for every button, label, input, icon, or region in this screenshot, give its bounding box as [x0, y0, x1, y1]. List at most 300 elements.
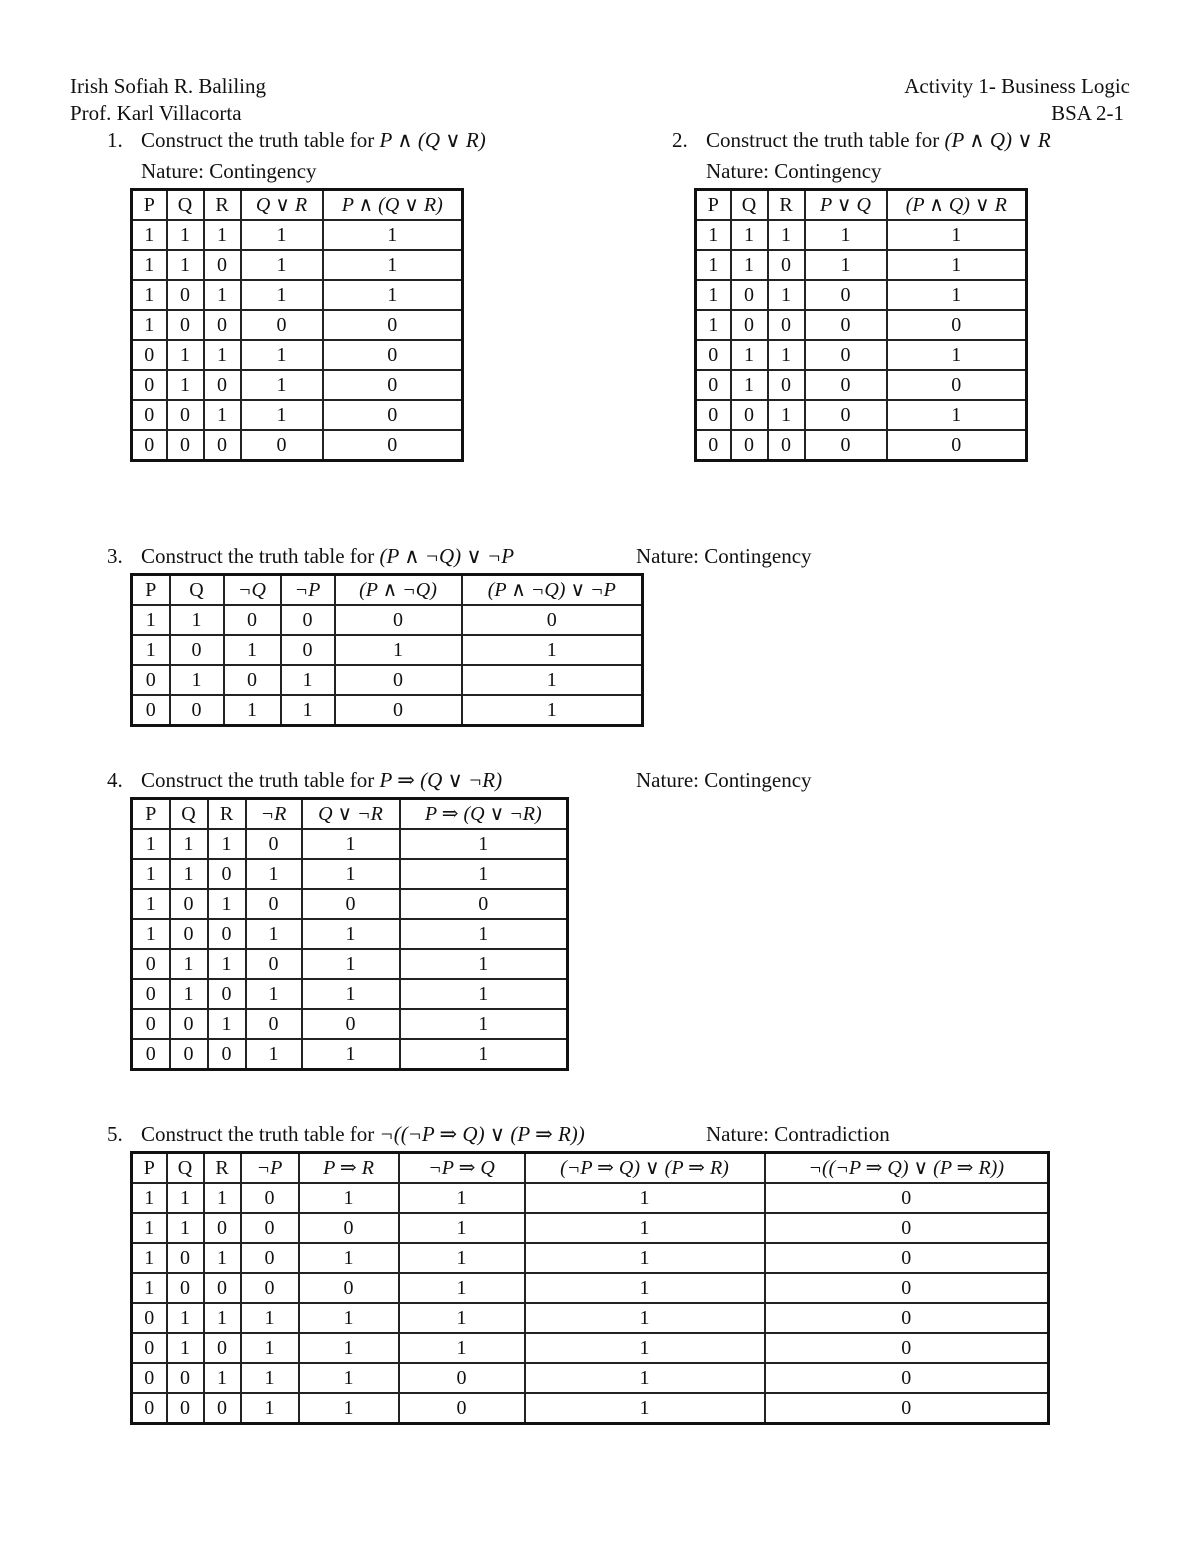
table-cell: 0 — [167, 1273, 204, 1303]
table-cell: 0 — [132, 695, 170, 726]
table-cell: 1 — [167, 250, 204, 280]
truth-table-4 — [130, 797, 569, 1071]
table-row — [696, 400, 1027, 430]
column-header: ¬((¬P ⇒ Q) ∨ (P ⇒ R)) — [765, 1153, 1049, 1184]
table-cell: 0 — [323, 430, 463, 461]
table-cell: 0 — [241, 430, 323, 461]
table-cell: 1 — [525, 1333, 765, 1363]
table-cell: 1 — [302, 979, 400, 1009]
problem-2-heading — [706, 127, 1051, 153]
table-cell: 0 — [132, 665, 170, 695]
problem-5-formula: ¬((¬P ⇒ Q) ∨ (P ⇒ R)) — [379, 1122, 585, 1146]
column-header: Q ∨ ¬R — [302, 799, 400, 830]
table-cell: 0 — [805, 340, 887, 370]
column-header: P — [132, 575, 170, 606]
table-cell: 0 — [167, 1243, 204, 1273]
problem-2-formula: (P ∧ Q) ∨ R — [944, 128, 1051, 152]
table-cell: 1 — [132, 859, 170, 889]
problem-4-number: 4. — [107, 768, 123, 792]
table-cell: 1 — [731, 220, 768, 250]
table-cell: 0 — [208, 919, 246, 949]
table-cell: 0 — [132, 979, 170, 1009]
table-cell: 1 — [167, 1183, 204, 1213]
table-cell: 0 — [132, 949, 170, 979]
table-row — [696, 370, 1027, 400]
problem-5-heading — [141, 1121, 585, 1147]
table-cell: 1 — [768, 220, 805, 250]
table-cell: 0 — [167, 1363, 204, 1393]
table-cell: 1 — [246, 979, 302, 1009]
table-row — [132, 695, 643, 726]
table-cell: 1 — [246, 919, 302, 949]
table-row — [696, 220, 1027, 250]
table-cell: 1 — [525, 1243, 765, 1273]
table-cell: 1 — [399, 1213, 525, 1243]
table-cell: 1 — [170, 829, 208, 859]
section-label: BSA 2-1 — [1051, 101, 1124, 125]
problem-2-number: 2. — [672, 128, 688, 152]
table-cell: 1 — [805, 220, 887, 250]
table-cell: 1 — [302, 949, 400, 979]
table-cell: 1 — [204, 340, 241, 370]
problem-1-formula: P ∧ (Q ∨ R) — [379, 128, 486, 152]
table-cell: 0 — [170, 1039, 208, 1070]
table-cell: 0 — [246, 1009, 302, 1039]
table-cell: 1 — [246, 1039, 302, 1070]
table-cell: 0 — [731, 430, 768, 461]
table-cell: 0 — [299, 1273, 399, 1303]
table-cell: 0 — [696, 430, 731, 461]
table-cell: 1 — [323, 220, 463, 250]
table-cell: 1 — [400, 859, 568, 889]
problem-1-number: 1. — [107, 128, 123, 152]
table-cell: 0 — [167, 1393, 204, 1424]
table-cell: 1 — [204, 220, 241, 250]
column-header: Q — [170, 575, 224, 606]
table-cell: 1 — [241, 340, 323, 370]
table-cell: 0 — [167, 400, 204, 430]
table-cell: 1 — [132, 310, 167, 340]
table-cell: 1 — [132, 1243, 167, 1273]
table-row — [132, 605, 643, 635]
student-name: Irish Sofiah R. Baliling — [70, 74, 266, 98]
truth-table-1 — [130, 188, 464, 462]
column-header: R — [204, 190, 241, 221]
table-cell: 0 — [246, 889, 302, 919]
problem-2-prompt: Construct the truth table for — [706, 128, 940, 152]
column-header: R — [208, 799, 246, 830]
table-cell: 0 — [204, 1393, 241, 1424]
table-cell: 0 — [323, 400, 463, 430]
table-cell: 1 — [299, 1363, 399, 1393]
table-cell: 0 — [765, 1243, 1049, 1273]
table-cell: 1 — [208, 889, 246, 919]
table-row — [132, 220, 463, 250]
table-cell: 1 — [400, 949, 568, 979]
column-header: P — [132, 799, 170, 830]
table-cell: 1 — [132, 220, 167, 250]
table-cell: 1 — [170, 949, 208, 979]
table-cell: 0 — [132, 1009, 170, 1039]
table-cell: 1 — [696, 220, 731, 250]
table-cell: 0 — [132, 370, 167, 400]
table-cell: 1 — [167, 1333, 204, 1363]
table-cell: 1 — [132, 250, 167, 280]
table-cell: 1 — [462, 635, 643, 665]
table-cell: 0 — [731, 310, 768, 340]
table-cell: 1 — [768, 340, 805, 370]
table-cell: 1 — [525, 1303, 765, 1333]
table-cell: 1 — [299, 1303, 399, 1333]
table-cell: 0 — [765, 1303, 1049, 1333]
table-row — [132, 1363, 1049, 1393]
table-row — [132, 889, 568, 919]
table-cell: 1 — [399, 1183, 525, 1213]
table-cell: 0 — [768, 430, 805, 461]
table-cell: 1 — [400, 1039, 568, 1070]
table-cell: 1 — [281, 695, 335, 726]
problem-3-nature: Nature: Contingency — [636, 544, 812, 568]
table-cell: 1 — [335, 635, 462, 665]
table-row — [132, 340, 463, 370]
column-header: R — [768, 190, 805, 221]
table-cell: 1 — [323, 280, 463, 310]
table-cell: 1 — [170, 665, 224, 695]
table-cell: 0 — [805, 310, 887, 340]
table-cell: 1 — [731, 340, 768, 370]
table-cell: 1 — [399, 1243, 525, 1273]
table-cell: 0 — [805, 400, 887, 430]
table-row — [132, 949, 568, 979]
table-row — [132, 400, 463, 430]
table-cell: 1 — [246, 859, 302, 889]
table-row — [132, 1213, 1049, 1243]
table-row — [132, 979, 568, 1009]
table-cell: 0 — [335, 695, 462, 726]
table-cell: 0 — [167, 430, 204, 461]
table-header-row — [132, 1153, 1049, 1184]
table-cell: 1 — [241, 220, 323, 250]
table-cell: 0 — [399, 1363, 525, 1393]
table-cell: 1 — [204, 400, 241, 430]
column-header: ¬P — [281, 575, 335, 606]
problem-3-prompt: Construct the truth table for — [141, 544, 375, 568]
table-cell: 1 — [204, 1243, 241, 1273]
table-row — [696, 250, 1027, 280]
table-row — [696, 340, 1027, 370]
column-header: ¬P — [241, 1153, 299, 1184]
table-cell: 0 — [170, 635, 224, 665]
truth-table-3 — [130, 573, 644, 727]
table-cell: 0 — [224, 665, 281, 695]
table-cell: 0 — [246, 949, 302, 979]
table-row — [132, 250, 463, 280]
table-row — [132, 829, 568, 859]
column-header: Q — [170, 799, 208, 830]
column-header: P — [132, 1153, 167, 1184]
table-cell: 1 — [167, 370, 204, 400]
table-cell: 1 — [167, 220, 204, 250]
table-cell: 0 — [241, 310, 323, 340]
table-cell: 0 — [323, 310, 463, 340]
table-header-row — [696, 190, 1027, 221]
table-cell: 1 — [132, 1273, 167, 1303]
table-cell: 1 — [400, 919, 568, 949]
column-header: ¬P ⇒ Q — [399, 1153, 525, 1184]
table-cell: 0 — [170, 919, 208, 949]
table-cell: 0 — [204, 1273, 241, 1303]
table-cell: 0 — [696, 340, 731, 370]
problem-1-prompt: Construct the truth table for — [141, 128, 375, 152]
table-cell: 0 — [132, 340, 167, 370]
table-cell: 0 — [132, 400, 167, 430]
table-row — [132, 430, 463, 461]
table-cell: 0 — [765, 1183, 1049, 1213]
table-cell: 1 — [731, 250, 768, 280]
problem-1-nature: Nature: Contingency — [141, 159, 317, 183]
table-row — [132, 310, 463, 340]
table-cell: 0 — [765, 1333, 1049, 1363]
table-cell: 1 — [170, 605, 224, 635]
table-cell: 0 — [170, 1009, 208, 1039]
table-cell: 1 — [525, 1273, 765, 1303]
problem-2-nature: Nature: Contingency — [706, 159, 882, 183]
table-cell: 1 — [887, 280, 1027, 310]
truth-table-5 — [130, 1151, 1050, 1425]
table-header-row — [132, 799, 568, 830]
problem-1-heading — [141, 127, 486, 153]
table-cell: 1 — [299, 1183, 399, 1213]
table-cell: 1 — [167, 340, 204, 370]
table-cell: 1 — [132, 919, 170, 949]
table-row — [132, 1273, 1049, 1303]
column-header: ¬Q — [224, 575, 281, 606]
table-cell: 1 — [224, 695, 281, 726]
table-cell: 1 — [887, 220, 1027, 250]
table-cell: 1 — [170, 859, 208, 889]
table-cell: 1 — [299, 1333, 399, 1363]
table-cell: 0 — [204, 250, 241, 280]
table-cell: 0 — [132, 1039, 170, 1070]
table-row — [132, 1333, 1049, 1363]
truth-table-2 — [694, 188, 1028, 462]
table-cell: 1 — [208, 1009, 246, 1039]
table-cell: 1 — [768, 280, 805, 310]
table-cell: 1 — [323, 250, 463, 280]
table-row — [696, 280, 1027, 310]
table-cell: 1 — [768, 400, 805, 430]
table-cell: 0 — [246, 829, 302, 859]
table-row — [132, 859, 568, 889]
table-cell: 1 — [241, 1363, 299, 1393]
problem-5-nature: Nature: Contradiction — [706, 1122, 890, 1146]
table-cell: 0 — [167, 310, 204, 340]
table-cell: 0 — [241, 1243, 299, 1273]
table-cell: 0 — [696, 400, 731, 430]
table-cell: 1 — [462, 665, 643, 695]
table-cell: 0 — [281, 635, 335, 665]
table-cell: 1 — [241, 280, 323, 310]
column-header: P ⇒ (Q ∨ ¬R) — [400, 799, 568, 830]
column-header: (P ∧ ¬Q) — [335, 575, 462, 606]
table-cell: 0 — [323, 370, 463, 400]
table-cell: 1 — [399, 1303, 525, 1333]
table-cell: 0 — [204, 370, 241, 400]
table-cell: 1 — [462, 695, 643, 726]
table-cell: 0 — [696, 370, 731, 400]
table-cell: 1 — [400, 1009, 568, 1039]
table-cell: 1 — [299, 1243, 399, 1273]
table-cell: 0 — [132, 1393, 167, 1424]
activity-title: Activity 1- Business Logic — [904, 74, 1130, 98]
problem-4-formula: P ⇒ (Q ∨ ¬R) — [379, 768, 503, 792]
table-row — [132, 1243, 1049, 1273]
table-cell: 1 — [302, 859, 400, 889]
table-cell: 1 — [302, 829, 400, 859]
table-cell: 0 — [132, 430, 167, 461]
table-row — [696, 430, 1027, 461]
table-cell: 1 — [132, 889, 170, 919]
table-cell: 1 — [132, 829, 170, 859]
table-cell: 0 — [204, 1333, 241, 1363]
table-header-row — [132, 190, 463, 221]
table-cell: 0 — [731, 280, 768, 310]
table-cell: 0 — [204, 1213, 241, 1243]
column-header: (P ∧ ¬Q) ∨ ¬P — [462, 575, 643, 606]
column-header: P — [696, 190, 731, 221]
table-cell: 1 — [696, 280, 731, 310]
table-cell: 0 — [335, 605, 462, 635]
table-cell: 1 — [132, 1213, 167, 1243]
table-cell: 1 — [887, 340, 1027, 370]
table-cell: 1 — [525, 1213, 765, 1243]
problem-3-heading — [141, 543, 514, 569]
table-row — [132, 635, 643, 665]
table-cell: 0 — [805, 430, 887, 461]
column-header: P ∨ Q — [805, 190, 887, 221]
table-cell: 1 — [132, 605, 170, 635]
table-cell: 0 — [204, 310, 241, 340]
column-header: R — [204, 1153, 241, 1184]
table-row — [696, 310, 1027, 340]
table-cell: 1 — [302, 1039, 400, 1070]
table-cell: 0 — [302, 889, 400, 919]
column-header: Q — [167, 190, 204, 221]
table-cell: 1 — [525, 1183, 765, 1213]
table-cell: 0 — [302, 1009, 400, 1039]
column-header: P ∧ (Q ∨ R) — [323, 190, 463, 221]
problem-5-prompt: Construct the truth table for — [141, 1122, 375, 1146]
table-cell: 0 — [204, 430, 241, 461]
column-header: (¬P ⇒ Q) ∨ (P ⇒ R) — [525, 1153, 765, 1184]
table-cell: 0 — [731, 400, 768, 430]
table-cell: 0 — [887, 370, 1027, 400]
table-cell: 1 — [281, 665, 335, 695]
table-cell: 0 — [132, 1363, 167, 1393]
table-cell: 0 — [208, 1039, 246, 1070]
table-cell: 1 — [400, 979, 568, 1009]
column-header: P ⇒ R — [299, 1153, 399, 1184]
table-cell: 0 — [887, 310, 1027, 340]
table-cell: 1 — [132, 635, 170, 665]
table-cell: 0 — [241, 1183, 299, 1213]
problem-5-number: 5. — [107, 1122, 123, 1146]
table-cell: 1 — [299, 1393, 399, 1424]
table-cell: 0 — [765, 1213, 1049, 1243]
table-cell: 1 — [241, 1393, 299, 1424]
table-cell: 0 — [241, 1213, 299, 1243]
table-cell: 1 — [241, 1333, 299, 1363]
table-cell: 1 — [167, 1213, 204, 1243]
problem-4-nature: Nature: Contingency — [636, 768, 812, 792]
table-row — [132, 370, 463, 400]
table-cell: 0 — [208, 979, 246, 1009]
table-row — [132, 1039, 568, 1070]
problem-3-formula: (P ∧ ¬Q) ∨ ¬P — [379, 544, 515, 568]
table-cell: 1 — [132, 280, 167, 310]
table-cell: 0 — [768, 310, 805, 340]
table-cell: 1 — [241, 370, 323, 400]
column-header: Q ∨ R — [241, 190, 323, 221]
table-cell: 0 — [768, 250, 805, 280]
table-row — [132, 1009, 568, 1039]
table-cell: 0 — [462, 605, 643, 635]
problem-4-heading — [141, 767, 502, 793]
table-cell: 0 — [224, 605, 281, 635]
table-cell: 1 — [525, 1363, 765, 1393]
table-cell: 0 — [768, 370, 805, 400]
table-cell: 0 — [335, 665, 462, 695]
table-cell: 0 — [805, 370, 887, 400]
table-cell: 1 — [204, 1183, 241, 1213]
table-cell: 1 — [399, 1273, 525, 1303]
table-cell: 0 — [281, 605, 335, 635]
table-cell: 1 — [132, 1183, 167, 1213]
table-cell: 1 — [302, 919, 400, 949]
table-cell: 1 — [170, 979, 208, 1009]
table-row — [132, 919, 568, 949]
table-cell: 1 — [204, 1363, 241, 1393]
table-cell: 0 — [399, 1393, 525, 1424]
table-cell: 1 — [208, 829, 246, 859]
table-cell: 1 — [887, 250, 1027, 280]
table-cell: 1 — [241, 400, 323, 430]
table-cell: 1 — [224, 635, 281, 665]
problem-3-number: 3. — [107, 544, 123, 568]
table-header-row — [132, 575, 643, 606]
table-cell: 0 — [132, 1333, 167, 1363]
table-cell: 1 — [167, 1303, 204, 1333]
table-cell: 1 — [241, 250, 323, 280]
column-header: (P ∧ Q) ∨ R — [887, 190, 1027, 221]
table-cell: 0 — [170, 889, 208, 919]
column-header: Q — [167, 1153, 204, 1184]
table-cell: 0 — [765, 1363, 1049, 1393]
table-cell: 1 — [204, 1303, 241, 1333]
table-cell: 1 — [208, 949, 246, 979]
professor-name: Prof. Karl Villacorta — [70, 101, 242, 125]
table-cell: 1 — [731, 370, 768, 400]
table-cell: 0 — [167, 280, 204, 310]
problem-4-prompt: Construct the truth table for — [141, 768, 375, 792]
table-cell: 1 — [525, 1393, 765, 1424]
column-header: P — [132, 190, 167, 221]
table-cell: 0 — [170, 695, 224, 726]
column-header: Q — [731, 190, 768, 221]
table-cell: 0 — [241, 1273, 299, 1303]
table-cell: 0 — [208, 859, 246, 889]
table-cell: 1 — [400, 829, 568, 859]
